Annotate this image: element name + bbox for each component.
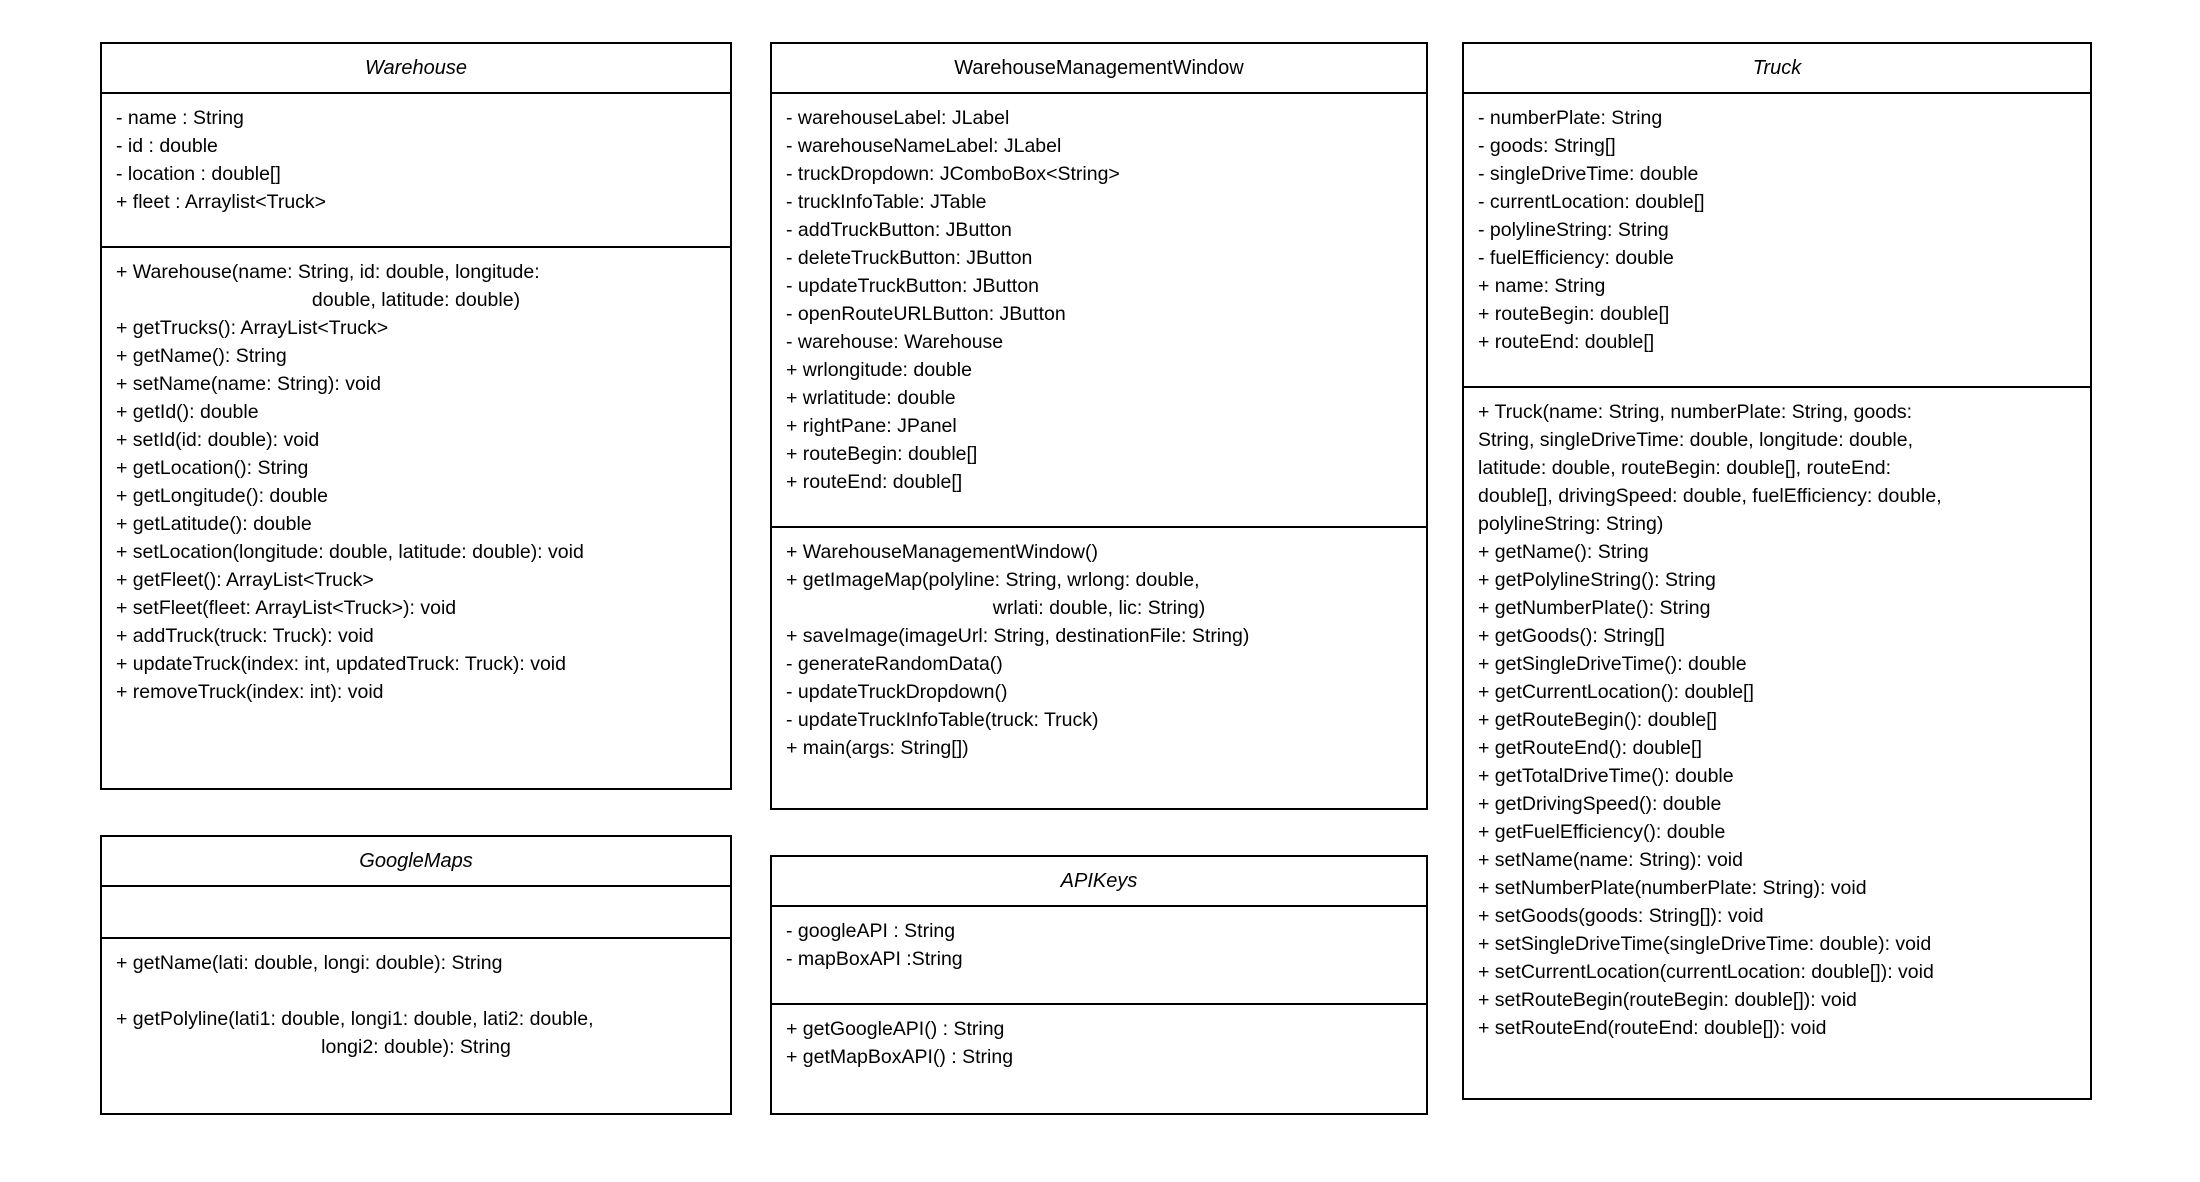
method-line: + getRouteBegin(): double[]: [1478, 709, 1718, 731]
method-line: + getGoogleAPI() : String: [786, 1018, 1005, 1040]
method-line: latitude: double, routeBegin: double[], routeEnd:: [1478, 457, 1892, 479]
method-line: + setId(id: double): void: [116, 429, 320, 451]
attribute-line: + wrlongitude: double: [786, 359, 972, 381]
diagram-column-middle: [770, 42, 1428, 1115]
method-line: + getNumberPlate(): String: [1478, 597, 1711, 619]
class-warehousemanagementwindow: [770, 42, 1428, 810]
class-apikeys: [770, 855, 1428, 1115]
method-line: + Truck(name: String, numberPlate: String, goods:: [1478, 401, 1913, 423]
method-line: + getRouteEnd(): double[]: [1478, 737, 1702, 759]
attribute-line: - numberPlate: String: [1478, 107, 1663, 129]
attribute-line: - polylineString: String: [1478, 219, 1669, 241]
method-line: + saveImage(imageUrl: String, destinationFile: String): [786, 625, 1250, 647]
method-line: + getPolylineString(): String: [1478, 569, 1716, 591]
method-line: + updateTruck(index: int, updatedTruck: Truck): void: [116, 653, 566, 675]
method-line: + setRouteEnd(routeEnd: double[]): void: [1478, 1017, 1827, 1039]
class-truck: [1462, 42, 2092, 1100]
method-line: double, latitude: double): [311, 289, 521, 311]
googlemaps-methods-compartment: [102, 939, 730, 1113]
method-line: + setRouteBegin(routeBegin: double[]): void: [1478, 989, 1857, 1011]
apikeys-attributes-compartment: [772, 907, 1426, 1005]
class-title-truck: Truck: [1464, 44, 2090, 94]
attribute-line: + routeBegin: double[]: [1478, 303, 1670, 325]
attribute-line: + fleet : Arraylist<Truck>: [116, 191, 327, 213]
attribute-line: - singleDriveTime: double: [1478, 163, 1699, 185]
method-line: + setLocation(longitude: double, latitude: double): void: [116, 541, 584, 563]
method-line: + addTruck(truck: Truck): void: [116, 625, 374, 647]
attribute-line: - id : double: [116, 135, 218, 157]
method-line: double[], drivingSpeed: double, fuelEfficiency: double,: [1478, 485, 1942, 507]
attribute-line: + routeEnd: double[]: [786, 471, 963, 493]
method-line: longi2: double): String: [321, 1036, 511, 1058]
method-line: + getTotalDriveTime(): double: [1478, 765, 1734, 787]
method-line: + getLongitude(): double: [116, 485, 328, 507]
attribute-line: + wrlatitude: double: [786, 387, 956, 409]
googlemaps-attributes-compartment: [102, 887, 730, 939]
method-line: + getPolyline(lati1: double, longi1: double, lati2: double,: [116, 1008, 594, 1030]
method-line: + main(args: String[]): [786, 737, 969, 759]
method-line: + setGoods(goods: String[]): void: [1478, 905, 1764, 927]
method-line: - updateTruckDropdown(): [786, 681, 1008, 703]
attribute-line: - googleAPI : String: [786, 920, 956, 942]
method-line: + getDrivingSpeed(): double: [1478, 793, 1722, 815]
truck-attributes-compartment: [1464, 94, 2090, 388]
method-line: + getMapBoxAPI() : String: [786, 1046, 1014, 1068]
method-line: + WarehouseManagementWindow(): [786, 541, 1098, 563]
attribute-line: + rightPane: JPanel: [786, 415, 957, 437]
attribute-line: - openRouteURLButton: JButton: [786, 303, 1066, 325]
class-title-apikeys: APIKeys: [772, 857, 1426, 907]
class-warehouse: [100, 42, 732, 790]
diagram-column-left: [100, 42, 732, 1115]
attribute-line: - currentLocation: double[]: [1478, 191, 1705, 213]
class-title-warehouse: Warehouse: [102, 44, 730, 94]
attribute-line: + name: String: [1478, 275, 1606, 297]
method-line: + getTrucks(): ArrayList<Truck>: [116, 317, 389, 339]
method-line: + getName(): String: [116, 345, 287, 367]
class-googlemaps: [100, 835, 732, 1115]
method-line: String, singleDriveTime: double, longitude: double,: [1478, 429, 1914, 451]
method-line: wrlati: double, lic: String): [992, 597, 1206, 619]
method-line: + getSingleDriveTime(): double: [1478, 653, 1747, 675]
method-line: + getId(): double: [116, 401, 259, 423]
method-line: - generateRandomData(): [786, 653, 1003, 675]
method-line: + setFleet(fleet: ArrayList<Truck>): void: [116, 597, 457, 619]
method-line: + getGoods(): String[]: [1478, 625, 1665, 647]
warehousemanagementwindow-methods-compartment: [772, 528, 1426, 808]
attribute-line: - addTruckButton: JButton: [786, 219, 1012, 241]
method-line: + setName(name: String): void: [1478, 849, 1743, 871]
class-title-googlemaps: GoogleMaps: [102, 837, 730, 887]
attribute-line: - fuelEfficiency: double: [1478, 247, 1674, 269]
method-line: + setSingleDriveTime(singleDriveTime: double): void: [1478, 933, 1932, 955]
attribute-line: - updateTruckButton: JButton: [786, 275, 1039, 297]
attribute-line: + routeEnd: double[]: [1478, 331, 1655, 353]
truck-methods-compartment: [1464, 388, 2090, 1098]
attribute-line: - truckDropdown: JComboBox<String>: [786, 163, 1120, 185]
warehouse-attributes-compartment: [102, 94, 730, 248]
attribute-line: - mapBoxAPI :String: [786, 948, 963, 970]
attribute-line: - goods: String[]: [1478, 135, 1616, 157]
attribute-line: - name : String: [116, 107, 244, 129]
method-line: + getName(lati: double, longi: double): String: [116, 952, 503, 974]
class-title-warehousemanagementwindow: WarehouseManagementWindow: [772, 44, 1426, 94]
attribute-line: - warehouse: Warehouse: [786, 331, 1004, 353]
method-line: + getName(): String: [1478, 541, 1649, 563]
attribute-line: - warehouseNameLabel: JLabel: [786, 135, 1062, 157]
attribute-line: - truckInfoTable: JTable: [786, 191, 987, 213]
method-line: - updateTruckInfoTable(truck: Truck): [786, 709, 1099, 731]
attribute-line: - warehouseLabel: JLabel: [786, 107, 1010, 129]
method-line: + getLatitude(): double: [116, 513, 312, 535]
method-line: + getFleet(): ArrayList<Truck>: [116, 569, 374, 591]
diagram-column-right: [1462, 42, 2092, 1100]
method-line: polylineString: String): [1478, 513, 1664, 535]
warehousemanagementwindow-attributes-compartment: [772, 94, 1426, 528]
method-line: + setCurrentLocation(currentLocation: double[]): void: [1478, 961, 1934, 983]
apikeys-methods-compartment: [772, 1005, 1426, 1113]
method-line: [116, 977, 716, 1005]
attribute-line: - location : double[]: [116, 163, 281, 185]
method-line: + setName(name: String): void: [116, 373, 381, 395]
method-line: + getImageMap(polyline: String, wrlong: double,: [786, 569, 1200, 591]
method-line: + removeTruck(index: int): void: [116, 681, 384, 703]
attribute-line: + routeBegin: double[]: [786, 443, 978, 465]
method-line: + getCurrentLocation(): double[]: [1478, 681, 1754, 703]
method-line: + getLocation(): String: [116, 457, 309, 479]
attribute-line: - deleteTruckButton: JButton: [786, 247, 1033, 269]
method-line: + Warehouse(name: String, id: double, longitude:: [116, 261, 540, 283]
method-line: + getFuelEfficiency(): double: [1478, 821, 1726, 843]
warehouse-methods-compartment: [102, 248, 730, 788]
method-line: + setNumberPlate(numberPlate: String): void: [1478, 877, 1867, 899]
